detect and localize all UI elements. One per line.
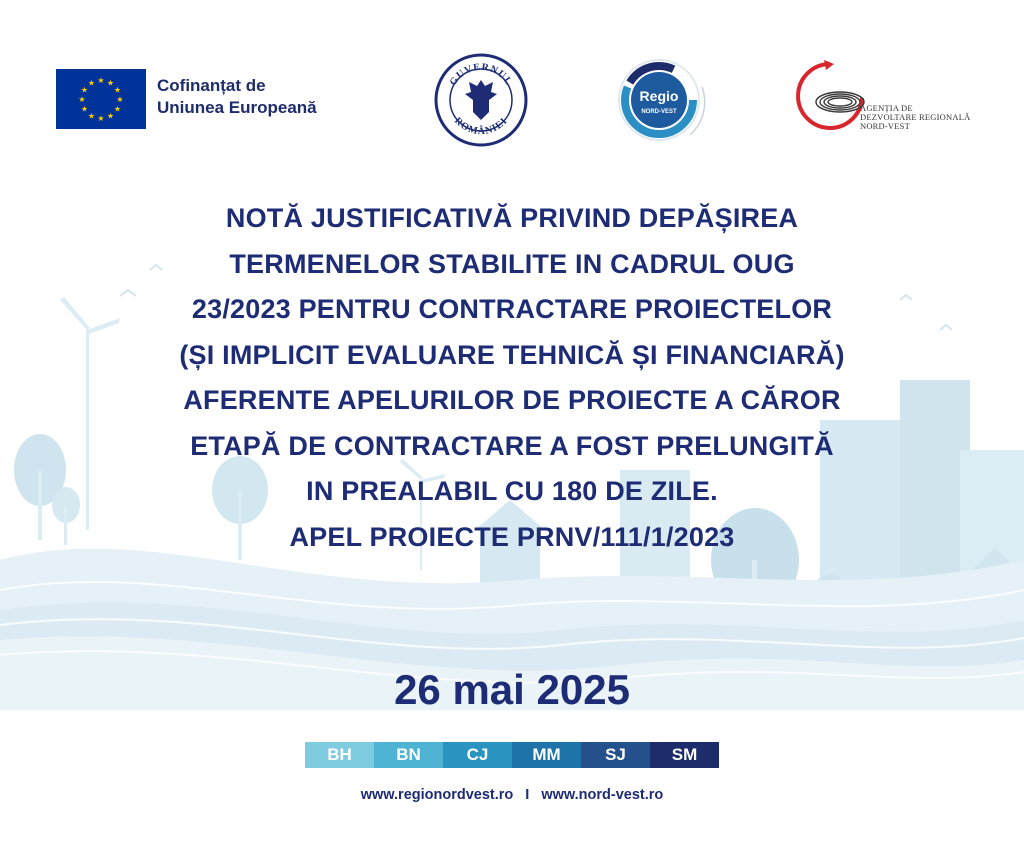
regio-logo-icon <box>610 57 716 147</box>
title-line-6: ETAPĂ DE CONTRACTARE A FOST PRELUNGITĂ <box>190 430 834 461</box>
svg-text:★: ★ <box>80 85 89 95</box>
svg-text:★: ★ <box>116 95 124 104</box>
title-line-3: 23/2023 PENTRU CONTRACTARE PROIECTELOR <box>191 294 833 324</box>
adr-label-line3: NORD-VEST <box>860 121 910 131</box>
title-line-1: NOTĂ JUSTIFICATIVĂ PRIVIND DEPĂȘIREA <box>225 203 799 233</box>
adr-label-line2: DEZVOLTARE REGIONALĂ <box>860 112 971 122</box>
county-sj: SJ <box>581 742 650 768</box>
header-logos <box>0 0 1024 160</box>
svg-text:ROMÂNIEI: ROMÂNIEI <box>451 115 511 138</box>
svg-text:★: ★ <box>97 76 105 85</box>
adr-label-line1: AGENȚIA DE <box>860 103 913 113</box>
eu-label-line2: Uniunea Europeană <box>157 98 317 117</box>
svg-text:NORD-VEST: NORD-VEST <box>641 109 677 115</box>
eu-label-line1: Cofinanțat de <box>157 76 266 95</box>
county-cj: CJ <box>443 742 512 768</box>
county-sm: SM <box>650 742 719 768</box>
svg-text:★: ★ <box>78 95 86 104</box>
svg-text:★: ★ <box>106 111 115 121</box>
svg-text:GUVERNUL: GUVERNUL <box>447 61 515 88</box>
svg-text:★: ★ <box>97 114 105 123</box>
svg-text:★: ★ <box>113 85 122 95</box>
svg-text:Regio: Regio <box>639 88 679 104</box>
svg-text:★: ★ <box>80 104 89 114</box>
county-bh: BH <box>305 742 374 768</box>
footer-websites <box>212 784 812 806</box>
svg-text:★: ★ <box>106 78 115 88</box>
website-link-regionordvest[interactable]: www.regionordvest.ro <box>360 787 514 803</box>
notice-date: 26 mai 2025 <box>394 666 630 713</box>
county-bn: BN <box>374 742 443 768</box>
eu-flag-icon <box>56 69 146 129</box>
svg-text:★: ★ <box>113 104 122 114</box>
romanian-government-seal-icon <box>433 52 529 148</box>
title-line-2: TERMENELOR STABILITE IN CADRUL OUG <box>229 248 795 279</box>
county-color-bar <box>305 742 719 768</box>
adr-label <box>860 104 970 131</box>
eu-cofinancing-label <box>157 75 317 119</box>
title-line-8: APEL PROIECTE PRNV/111/1/2023 <box>289 521 735 552</box>
adr-nord-vest-logo-icon <box>790 56 870 136</box>
svg-text:★: ★ <box>87 111 96 121</box>
county-mm: MM <box>512 742 581 768</box>
title-line-7: IN PREALABIL CU 180 DE ZILE. <box>306 476 718 506</box>
title-line-5: AFERENTE APELURILOR DE PROIECTE A CĂROR <box>183 385 841 415</box>
website-link-nord-vest[interactable]: www.nord-vest.ro <box>541 787 664 803</box>
footer-separator: I <box>525 787 530 803</box>
svg-text:★: ★ <box>87 78 96 88</box>
title-line-4: (ȘI IMPLICIT EVALUARE TEHNICĂ ȘI FINANCIARĂ) <box>179 339 845 370</box>
notice-title <box>112 196 912 560</box>
